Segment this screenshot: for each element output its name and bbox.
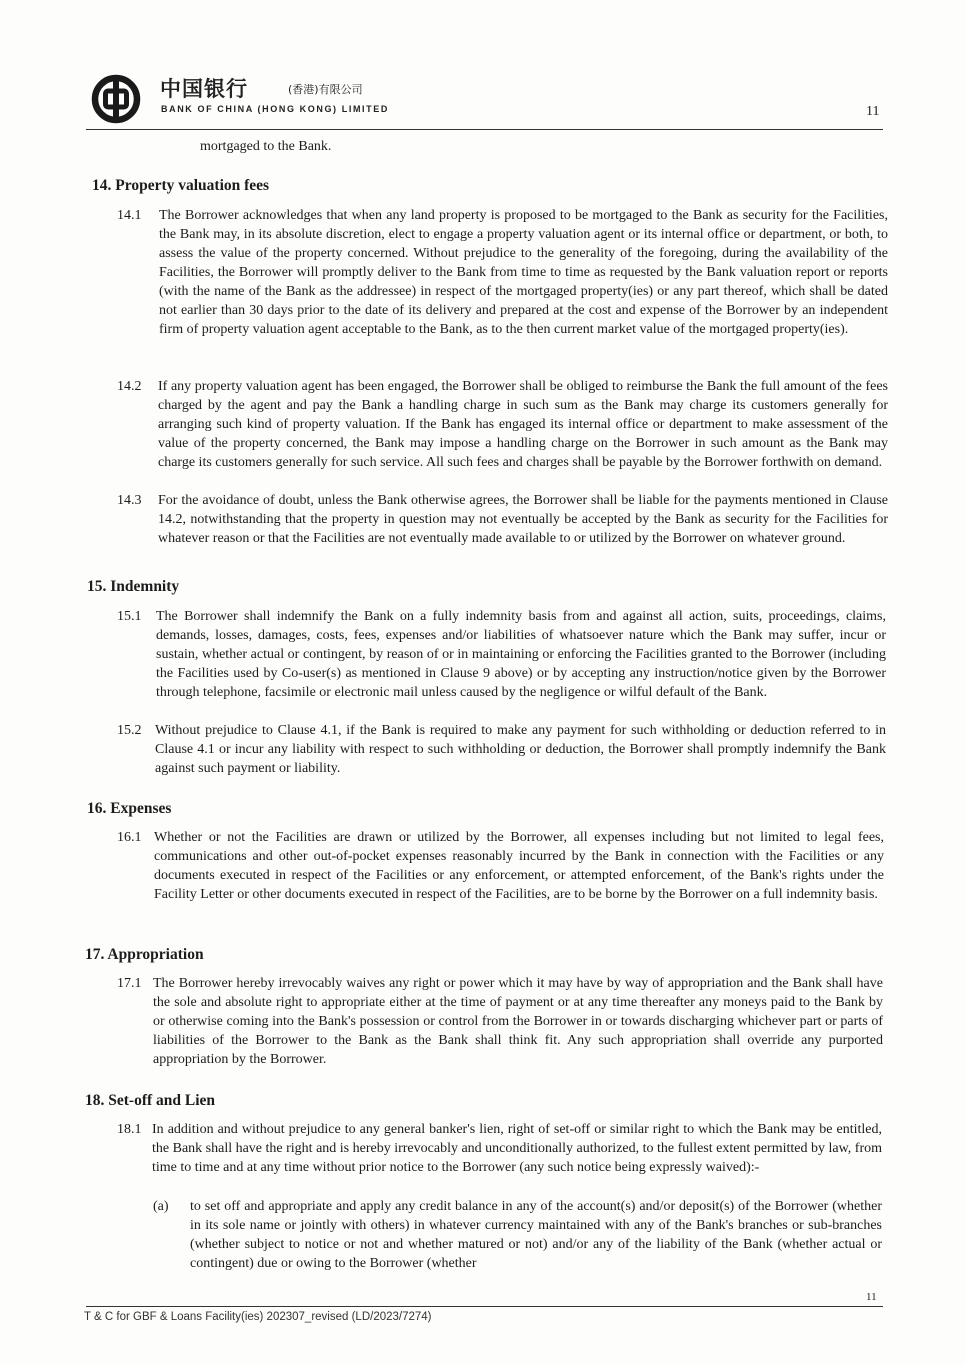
clause-number: 17.1 bbox=[117, 976, 142, 991]
continuation-text: mortgaged to the Bank. bbox=[200, 139, 332, 154]
clause-number: 14.3 bbox=[117, 493, 142, 508]
section-15-heading: 15. Indemnity bbox=[87, 578, 180, 595]
clause-number: 16.1 bbox=[117, 830, 142, 845]
section-17-heading: 17. Appropriation bbox=[85, 946, 204, 963]
footer-divider bbox=[86, 1306, 883, 1307]
clause-number: 18.1 bbox=[117, 1122, 142, 1137]
section-18-heading: 18. Set-off and Lien bbox=[85, 1092, 216, 1109]
clause-14-1-text: The Borrower acknowledges that when any land property is proposed to be mortgaged to the Bank as security for the Facilities, the Bank may, in its absolute discretion, elect to engage a property valuation agent or its internal office or department, or both, to assess the value of the property concerned. Without prejudice to the generality of the foregoing, during the availability of the Facilities, the Borrower will promptly deliver to the Bank from time to time as requested by the Bank valuation report or reports (with the name of the Bank as the addressee) in respect of the mortgaged property(ies) or any part thereof, which shall be dated not earlier than 30 days prior to the date of its delivery and prepared at the cost and expense of the Borrower by an independent firm of property valuation agent acceptable to the Bank, as to the then current market value of the mortgaged property(ies). bbox=[159, 208, 888, 337]
footer-document-reference: T & C for GBF & Loans Facility(ies) 202307_revised (LD/2023/7274) bbox=[84, 1311, 432, 1323]
section-16-heading: 16. Expenses bbox=[87, 800, 172, 817]
brand-name-chinese-suffix: (香港)有限公司 bbox=[288, 83, 363, 96]
clause-18-1-text: In addition and without prejudice to any general banker's lien, right of set-off or similar right to which the Bank may be entitled, the Bank shall have the right and is hereby irrevocably and unconditionally authorized, to the fullest extent permitted by law, from time to time and at any time without prior notice to the Borrower (any such notice being expressly waived):- bbox=[152, 1122, 882, 1175]
brand-name-chinese: 中国银行 bbox=[160, 77, 248, 101]
clause-15-2-text: Without prejudice to Clause 4.1, if the Bank is required to make any payment for such withholding or deduction referred to in Clause 4.1 or incur any liability with respect to such withholding or deduction, the Borrower shall promptly indemnify the Bank against such payment or liability. bbox=[155, 723, 886, 776]
header-divider bbox=[86, 129, 883, 130]
clause-14-2-text: If any property valuation agent has been engaged, the Borrower shall be obliged to reimburse the Bank the full amount of the fees charged by the agent and pay the Bank a handling charge in such sum as the Bank may charge its customers generally for arranging such kind of property valuation. If the Bank has engaged its internal office or department to make assessment of the value of the property concerned, the Bank may impose a handling charge on the Borrower in such amount as the Bank may charge its customers generally for such service. All such fees and charges shall be payable by the Borrower forthwith on demand. bbox=[158, 379, 888, 470]
section-14-heading: 14. Property valuation fees bbox=[92, 177, 270, 194]
subclause-18-1-a-text: to set off and appropriate and apply any credit balance in any of the account(s) and/or deposit(s) of the Borrower (whether in its sole name or jointly with others) in whatever currency maintained with any of the Bank's branches or sub-branches (whether subject to notice or not and whether matured or not) and/or any of the liability of the Bank (whether actual or contingent) due or owing to the Borrower (whether bbox=[190, 1199, 882, 1271]
bank-logo-icon bbox=[91, 74, 141, 124]
clause-number: 15.1 bbox=[117, 609, 142, 624]
brand-name-english: BANK OF CHINA (HONG KONG) LIMITED bbox=[161, 104, 389, 114]
clause-number: 14.2 bbox=[117, 379, 142, 394]
footer-page-number: 11 bbox=[866, 1291, 877, 1303]
clause-16-1-text: Whether or not the Facilities are drawn or utilized by the Borrower, all expenses including but not limited to legal fees, communications and other out-of-pocket expenses reasonably incurred by the Bank in connection with the Facilities or any documents executed in respect of the Facilities or any enforcement, or attempted enforcement, of the Bank's rights under the Facility Letter or other documents executed in respect of the Facilities, are to be borne by the Borrower on a full indemnity basis. bbox=[154, 830, 884, 902]
clause-17-1-text: The Borrower hereby irrevocably waives any right or power which it may have by way of appropriation and the Bank shall have the sole and absolute right to appropriate either at the time of payment or at any time thereafter any moneys paid to the Bank by or otherwise coming into the Bank's possession or control from the Borrower in or towards discharging whichever part or parts of liabilities of the Borrower to the Bank as the Bank shall think fit. Any such appropriation shall override any purported appropriation by the Borrower. bbox=[153, 976, 883, 1067]
clause-number: 15.2 bbox=[117, 723, 142, 738]
clause-number: 14.1 bbox=[117, 208, 142, 223]
header-page-number: 11 bbox=[866, 104, 880, 119]
clause-15-1-text: The Borrower shall indemnify the Bank on a fully indemnity basis from and against all action, suits, proceedings, claims, demands, losses, damages, costs, fees, expenses and/or liabilities of whatsoever nature which the Bank may suffer, incur or sustain, whether actual or contingent, by reason of or in maintaining or enforcing the Facilities granted to the Borrower (including the Facilities used by Co-user(s) as mentioned in Clause 9 above) or by accepting any instruction/notice given by the Borrower through telephone, facsimile or electronic mail unless caused by the negligence or wilful default of the Bank. bbox=[156, 609, 886, 700]
subclause-number: (a) bbox=[153, 1199, 169, 1214]
clause-14-3-text: For the avoidance of doubt, unless the Bank otherwise agrees, the Borrower shall be liable for the payments mentioned in Clause 14.2, notwithstanding that the property in question may not eventually be accepted by the Bank as security for the Facilities for whatever reason or that the Facilities are not eventually made available to or utilized by the Borrower on whatever ground. bbox=[158, 493, 888, 546]
